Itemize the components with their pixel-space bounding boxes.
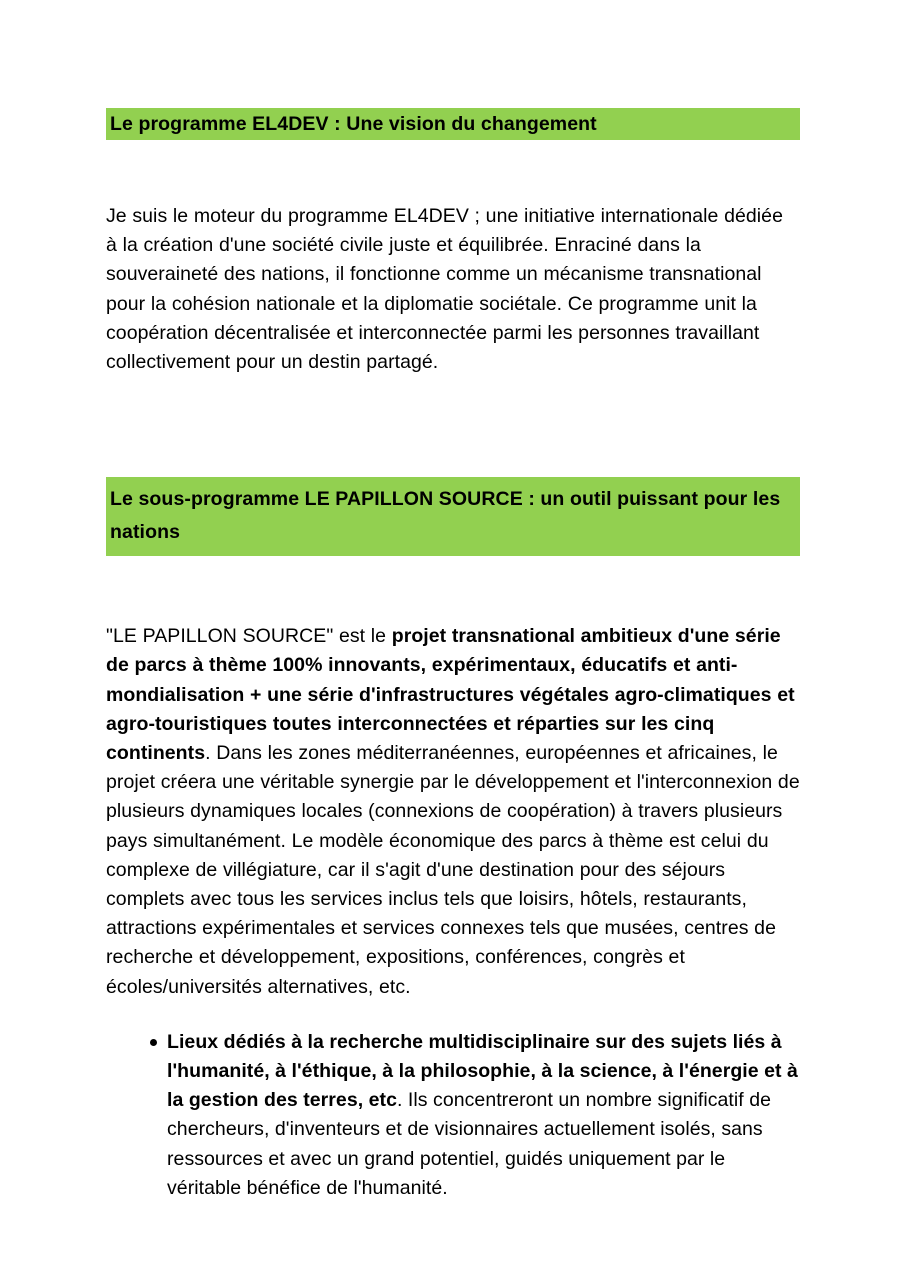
paragraph-tail-text: . Dans les zones méditerranéennes, européennes et africaines, le projet créera une véritable synergie par le développement et l'interconnexion de plusieurs dynamiques locales (connexions de coopération) à travers plusieurs pays simultanément. Le modèle économique des parcs à thème est celui du complexe de villégiature, car il s'agit d'une destination pour des séjours complets avec tous les services inclus tels que loisirs, hôtels, restaurants, attractions expérimentales et services connexes tels que musées, centres de recherche et développement, expositions, conférences, congrès et écoles/universités alternatives, etc. <box>106 742 800 998</box>
bullet-point-icon <box>150 1039 157 1046</box>
section-heading-papillon-source: Le sous-programme LE PAPILLON SOURCE : un outil puissant pour les nations <box>106 477 800 556</box>
paragraph-bold-emphasis: projet transnational ambitieux d'une série de parcs à thème 100% innovants, expérimentaux, éducatifs et anti-mondialisation + une série d'infrastructures végétales agro-climatiques et agro-touristiques toutes interconnectées et réparties sur les cinq continents <box>106 625 795 765</box>
list-item-tail-text: . Ils concentreront un nombre significatif de chercheurs, d'inventeurs et de visionnaires actuellement isolés, sans ressources et avec un grand potentiel, guidés uniquement par le véritable bénéfice de l'humanité. <box>167 1089 772 1199</box>
bullet-list-research-venues <box>106 1028 800 1203</box>
paragraph-lead-text: "LE PAPILLON SOURCE" est le <box>106 625 392 648</box>
section-spacer <box>106 377 800 477</box>
list-item <box>106 1028 800 1203</box>
paragraph-el4dev-description: Je suis le moteur du programme EL4DEV ; une initiative internationale dédiée à la création d'une société civile juste et équilibrée. Enraciné dans la souveraineté des nations, il fonctionne comme un mécanisme transnational pour la cohésion nationale et la diplomatie sociétale. Ce programme unit la coopération décentralisée et interconnectée parmi les personnes travaillant collectivement pour un destin partagé. <box>106 205 783 374</box>
list-item-bold-text: Lieux dédiés à la recherche multidisciplinaire sur des sujets liés à l'humanité, à l'éthique, à la philosophie, à la science, à l'énergie et à la gestion des terres, etc <box>167 1030 798 1112</box>
paragraph-papillon-source-description <box>106 622 800 1002</box>
section-heading-el4dev: Le programme EL4DEV : Une vision du changement <box>106 108 800 140</box>
document-content <box>106 0 800 1203</box>
